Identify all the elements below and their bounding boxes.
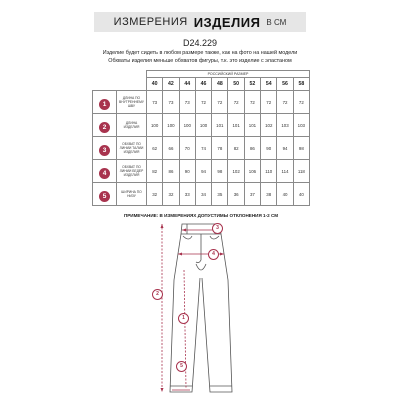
measurement-value: 118 <box>293 160 309 183</box>
table-row <box>93 91 310 114</box>
measurement-value: 82 <box>228 137 244 160</box>
measurement-value: 38 <box>261 183 277 206</box>
table-corner <box>93 78 117 91</box>
row-number-cell <box>93 114 117 137</box>
table-row <box>93 137 310 160</box>
row-number-cell <box>93 137 117 160</box>
measurement-value: 40 <box>293 183 309 206</box>
measurement-value: 102 <box>228 160 244 183</box>
measurement-value: 73 <box>179 91 195 114</box>
tolerance-remark: ПРИМЕЧАНИЕ: В ИЗМЕРЕНИЯХ ДОПУСТИМЫ ОТКЛОНЕНИЯ 1-2 СМ <box>123 213 279 218</box>
trousers-outline-icon <box>86 220 314 400</box>
measurement-value: 72 <box>293 91 309 114</box>
fit-note: Изделие будет сидеть в любом размере также, как на фото на нашей модели <box>102 50 298 56</box>
measurement-value: 72 <box>212 91 228 114</box>
size-header: 50 <box>228 78 244 91</box>
measurement-value: 100 <box>147 114 163 137</box>
measurement-label: ДЛИНА ПО ВНУТРЕННЕМУ ШВУ <box>117 91 147 114</box>
size-header: 40 <box>147 78 163 91</box>
measurement-value: 37 <box>244 183 260 206</box>
measurement-value: 32 <box>147 183 163 206</box>
measurement-value: 73 <box>147 91 163 114</box>
size-header: 58 <box>293 78 309 91</box>
table-corner <box>117 78 147 91</box>
measurement-value: 74 <box>195 137 211 160</box>
measurement-value: 101 <box>244 114 260 137</box>
row-number-cell <box>93 183 117 206</box>
table-row <box>93 114 310 137</box>
measurement-label: ОБХВАТ ПО ЛИНИИ БЕДЕР ИЗДЕЛИЯ <box>117 160 147 183</box>
measurement-table <box>92 70 310 206</box>
measurement-value: 35 <box>212 183 228 206</box>
table-corner <box>117 71 147 78</box>
row-number-cell <box>93 160 117 183</box>
measurement-value: 82 <box>147 160 163 183</box>
row-number-badge: 5 <box>99 191 110 202</box>
size-chart-sheet <box>86 0 314 400</box>
measurement-value: 70 <box>179 137 195 160</box>
diagram-label-2: 2 <box>152 289 163 300</box>
measurement-value: 103 <box>293 114 309 137</box>
table-row <box>93 183 310 206</box>
measurement-value: 62 <box>147 137 163 160</box>
diagram-label-3: 3 <box>212 223 223 234</box>
row-number-badge: 3 <box>99 145 110 156</box>
measurement-value: 72 <box>277 91 293 114</box>
measurement-label: ДЛИНА ИЗДЕЛИЯ <box>117 114 147 137</box>
measurement-value: 86 <box>163 160 179 183</box>
measurement-value: 90 <box>261 137 277 160</box>
measurement-value: 72 <box>261 91 277 114</box>
measurement-value: 114 <box>277 160 293 183</box>
measurement-value: 98 <box>293 137 309 160</box>
size-header: 42 <box>163 78 179 91</box>
diagram-label-4: 4 <box>208 249 219 260</box>
row-number-badge: 1 <box>99 99 110 110</box>
article-number: D24.229 <box>182 38 218 48</box>
measurement-value: 100 <box>195 114 211 137</box>
measurement-value: 32 <box>163 183 179 206</box>
diagram-label-1: 1 <box>178 313 189 324</box>
measurement-value: 101 <box>212 114 228 137</box>
measurement-value: 110 <box>261 160 277 183</box>
diagram-label-5: 5 <box>176 361 187 372</box>
table-row <box>93 160 310 183</box>
measurement-value: 94 <box>277 137 293 160</box>
row-number-cell <box>93 91 117 114</box>
size-header: 56 <box>277 78 293 91</box>
measurement-value: 36 <box>228 183 244 206</box>
measurement-value: 86 <box>244 137 260 160</box>
size-header: 44 <box>179 78 195 91</box>
measurement-label: ОБХВАТ ПО ЛИНИИ ТАЛИИ ИЗДЕЛИЯ <box>117 137 147 160</box>
measurement-value: 103 <box>277 114 293 137</box>
measurement-label: ШИРИНА ПО НИЗУ <box>117 183 147 206</box>
measurement-value: 98 <box>212 160 228 183</box>
measurement-value: 100 <box>179 114 195 137</box>
measurement-value: 66 <box>163 137 179 160</box>
title-item: ИЗДЕЛИЯ <box>193 14 261 30</box>
size-header: 52 <box>244 78 260 91</box>
measurement-value: 73 <box>163 91 179 114</box>
measurement-value: 100 <box>163 114 179 137</box>
title-banner <box>94 12 306 32</box>
measurement-value: 72 <box>244 91 260 114</box>
measurement-value: 78 <box>212 137 228 160</box>
size-header: 54 <box>261 78 277 91</box>
size-header: 46 <box>195 78 211 91</box>
size-caption: РОССИЙСКИЙ РАЗМЕР <box>147 71 310 78</box>
measurement-value: 34 <box>195 183 211 206</box>
row-number-badge: 2 <box>99 122 110 133</box>
measurement-value: 72 <box>228 91 244 114</box>
title-measurements: ИЗМЕРЕНИЯ <box>113 16 188 28</box>
measurement-value: 101 <box>228 114 244 137</box>
measurement-value: 102 <box>261 114 277 137</box>
elastane-note: Обхваты изделия меньше обхватов фигуры, т.к. это изделие с эластаном <box>108 58 292 64</box>
measurement-value: 72 <box>195 91 211 114</box>
title-units: В СМ <box>266 17 287 27</box>
measurement-value: 40 <box>277 183 293 206</box>
measurement-value: 94 <box>195 160 211 183</box>
trousers-diagram <box>86 220 314 400</box>
row-number-badge: 4 <box>99 168 110 179</box>
table-corner <box>93 71 117 78</box>
measurement-value: 33 <box>179 183 195 206</box>
size-header: 48 <box>212 78 228 91</box>
measurement-value: 106 <box>244 160 260 183</box>
measurement-value: 90 <box>179 160 195 183</box>
